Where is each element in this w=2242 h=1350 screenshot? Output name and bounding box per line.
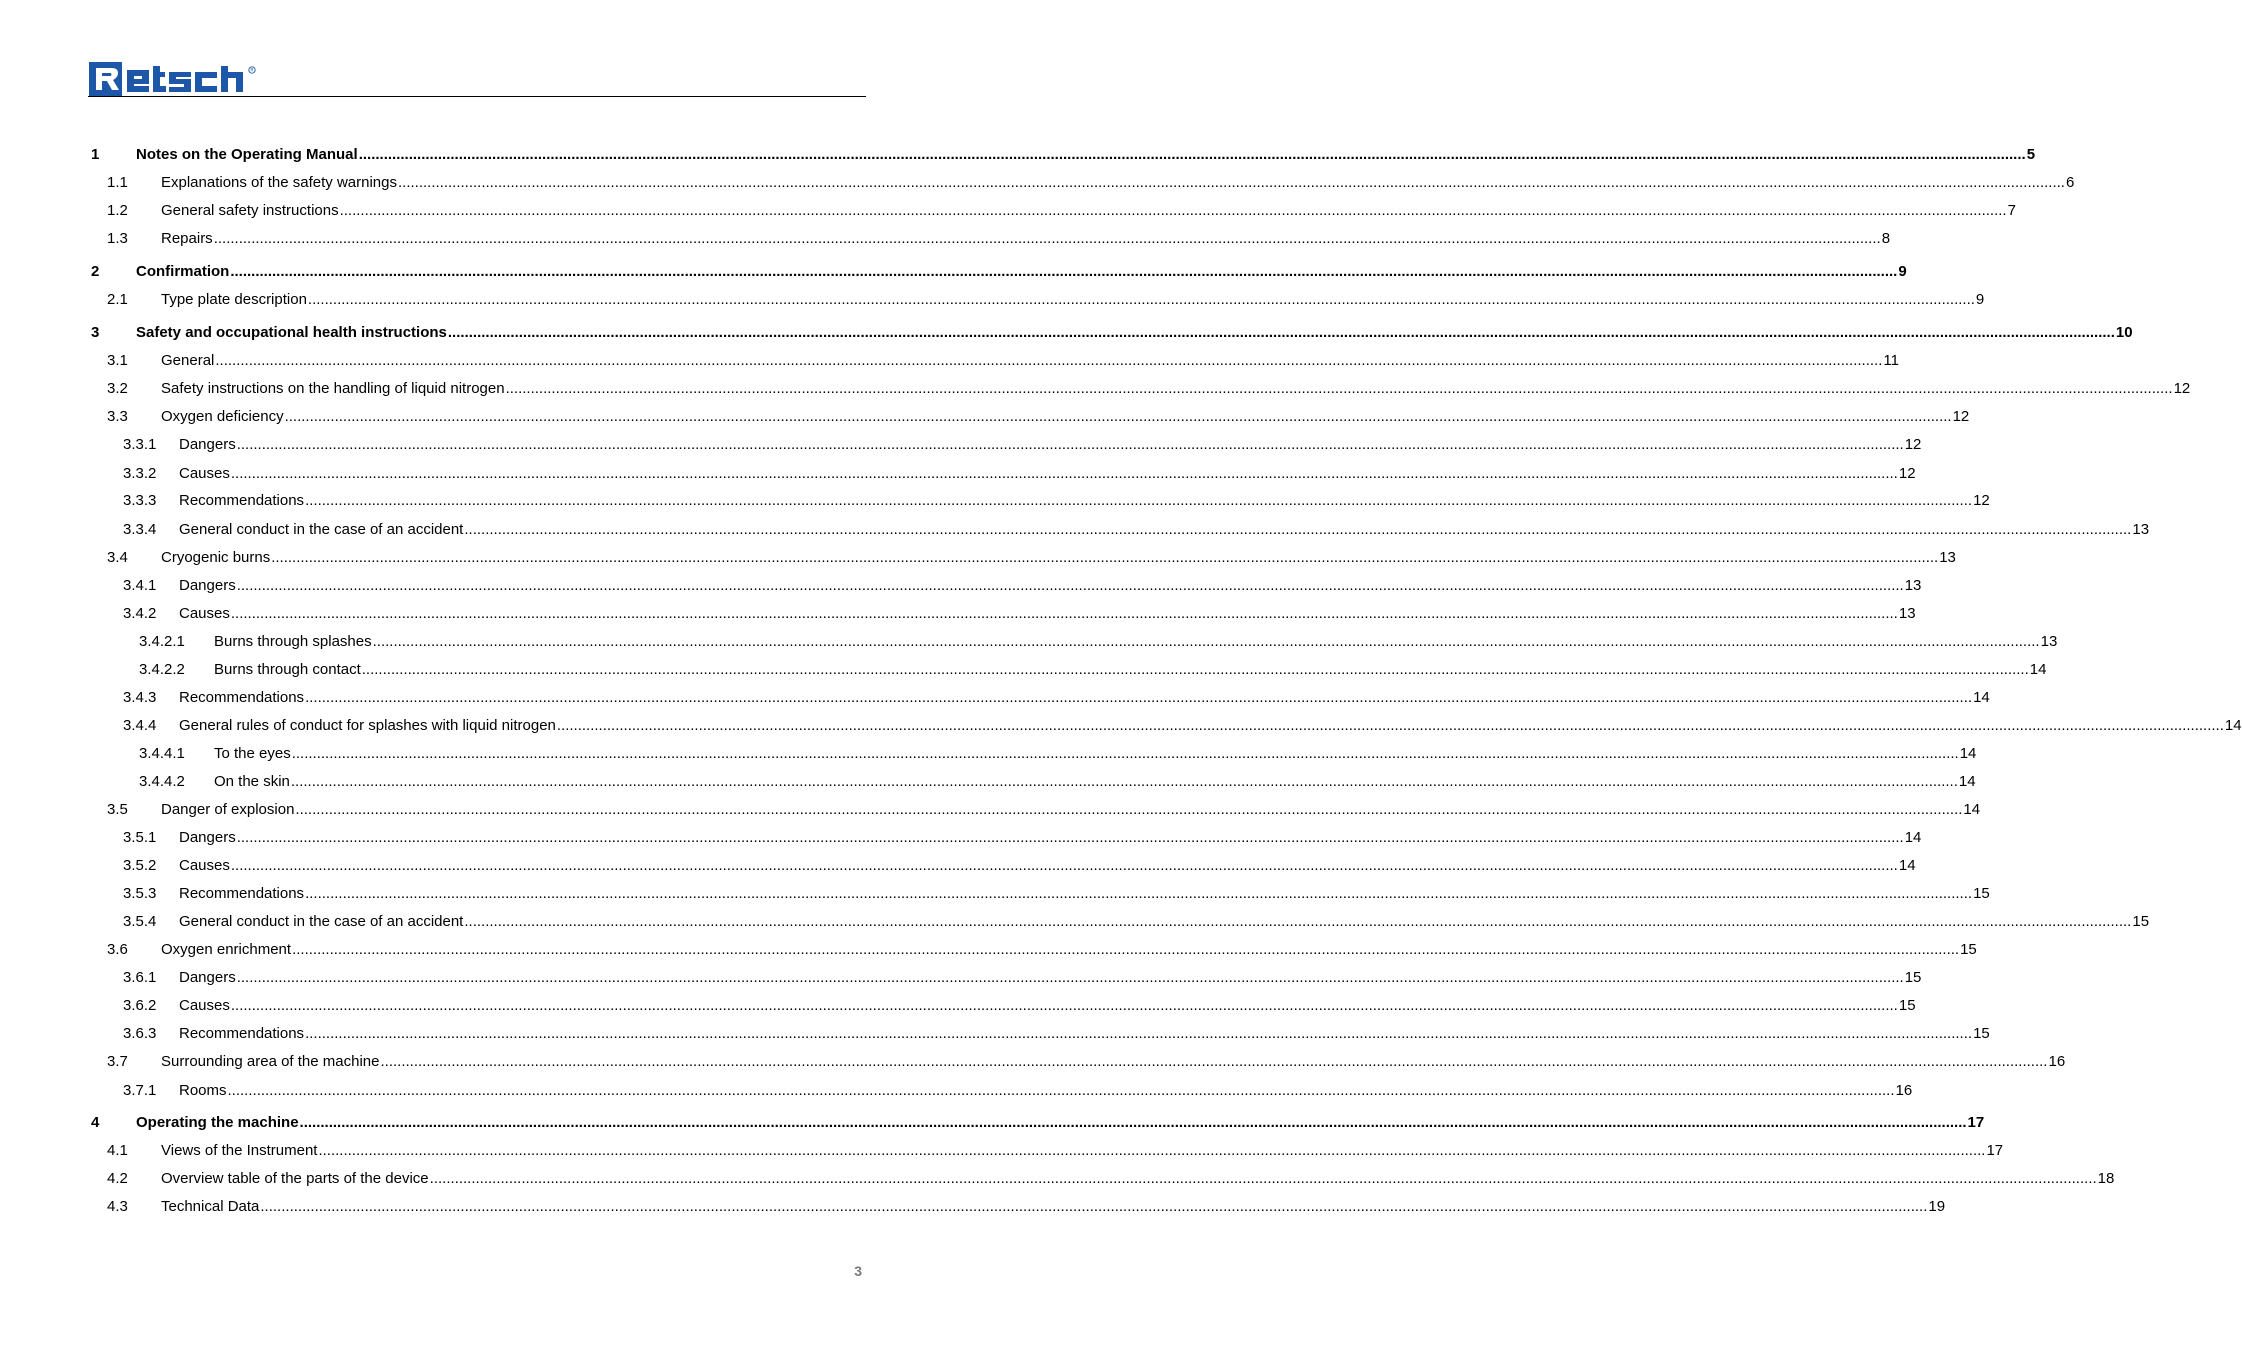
toc-entry-page: 17 — [1986, 1142, 2004, 1159]
toc-entry-title: Operating the machine — [136, 1114, 299, 1131]
toc-entry-line — [161, 1140, 2004, 1162]
toc-entry-number: 3.1 — [107, 352, 128, 369]
toc-entry-title: Causes — [179, 465, 230, 482]
toc-entry-page: 15 — [1904, 969, 1922, 986]
dot-leader: ................................................................................................................................................................................................................................................................................................................................................................................................................ — [397, 174, 2065, 191]
toc-entry-title: General conduct in the case of an accident — [179, 521, 464, 538]
toc-entry-line — [179, 827, 1922, 849]
toc-entry[interactable] — [0, 519, 2150, 541]
toc-entry-line — [179, 967, 1922, 989]
toc-entry-page: 5 — [2026, 146, 2036, 163]
dot-leader: ................................................................................................................................................................................................................................................................................................................................................................................................................ — [260, 1198, 1928, 1215]
toc-entry-title: Causes — [179, 997, 230, 1014]
toc-entry[interactable] — [0, 1080, 1913, 1102]
toc-entry[interactable] — [0, 1051, 2066, 1073]
dot-leader: ................................................................................................................................................................................................................................................................................................................................................................................................................ — [215, 352, 1883, 369]
toc-entry-title: Causes — [179, 857, 230, 874]
toc-entry-title: Recommendations — [179, 689, 305, 706]
toc-entry-line — [179, 687, 1990, 709]
toc-entry-title: Safety and occupational health instructions — [136, 324, 447, 341]
toc-entry-line — [214, 631, 2058, 653]
toc-entry-title: Notes on the Operating Manual — [136, 146, 358, 163]
toc-entry-number: 3 — [91, 324, 100, 341]
toc-entry-line — [179, 603, 1916, 625]
toc-entry-title: Recommendations — [179, 492, 305, 509]
toc-entry-page: 14 — [1959, 745, 1977, 762]
toc-entry-page: 14 — [1963, 801, 1981, 818]
svg-text:R: R — [250, 68, 254, 74]
toc-entry-page: 13 — [1904, 577, 1922, 594]
toc-entry[interactable] — [0, 715, 2242, 737]
toc-entry-title: Causes — [179, 605, 230, 622]
toc-entry-title: General conduct in the case of an accident — [179, 913, 464, 930]
toc-entry-line — [179, 883, 1990, 905]
toc-entry[interactable] — [0, 603, 1916, 625]
toc-entry-title: Dangers — [179, 436, 236, 453]
dot-leader: ................................................................................................................................................................................................................................................................................................................................................................................................................ — [291, 745, 1959, 762]
toc-entry-number: 3.4.1 — [123, 577, 157, 594]
toc-entry-title: Confirmation — [136, 263, 230, 280]
toc-entry-page: 14 — [1898, 857, 1916, 874]
dot-leader: ................................................................................................................................................................................................................................................................................................................................................................................................................ — [429, 1170, 2097, 1187]
toc-entry-page: 14 — [2029, 661, 2047, 678]
toc-entry-page: 15 — [1973, 885, 1990, 902]
toc-entry-title: Rooms — [179, 1082, 227, 1099]
toc-entry-line — [161, 799, 1981, 821]
dot-leader: ................................................................................................................................................................................................................................................................................................................................................................................................................ — [305, 885, 1973, 902]
toc-entry-line — [161, 406, 1970, 428]
toc-entry-number: 3.6.3 — [123, 1025, 157, 1042]
toc-entry-line — [214, 771, 1976, 793]
dot-leader: ................................................................................................................................................................................................................................................................................................................................................................................................................ — [305, 689, 1973, 706]
toc-entry-number: 3.4.2.1 — [139, 633, 185, 650]
toc-entry-page: 7 — [2007, 202, 2016, 219]
toc-entry-number: 3.4.4 — [123, 717, 157, 734]
toc-entry-title: On the skin — [214, 773, 290, 790]
dot-leader: ................................................................................................................................................................................................................................................................................................................................................................................................................ — [358, 146, 2026, 163]
toc-entry-number: 3.3.4 — [123, 521, 157, 538]
toc-entry-page: 9 — [1975, 291, 1985, 308]
toc-entry-page: 15 — [1973, 1025, 1990, 1042]
toc-entry-page: 10 — [2115, 324, 2133, 341]
toc-entry-number: 1.1 — [107, 174, 128, 191]
toc-entry-line — [179, 715, 2242, 737]
toc-entry-number: 4.2 — [107, 1170, 128, 1187]
toc-entry-number: 3.6.2 — [123, 997, 157, 1014]
toc-entry-number: 3.2 — [107, 380, 128, 397]
toc-entry[interactable] — [0, 490, 1990, 512]
toc-entry-number: 3.3.2 — [123, 465, 157, 482]
dot-leader: ................................................................................................................................................................................................................................................................................................................................................................................................................ — [307, 291, 1975, 308]
toc-entry-page: 12 — [1952, 408, 1970, 425]
dot-leader: ................................................................................................................................................................................................................................................................................................................................................................................................................ — [339, 202, 2007, 219]
toc-entry-number: 3.4.4.2 — [139, 773, 185, 790]
toc-entry[interactable] — [0, 463, 1916, 485]
toc-entry-title: Cryogenic burns — [161, 549, 271, 566]
toc-entry-page: 19 — [1928, 1198, 1946, 1215]
toc-entry-title: Burns through splashes — [214, 633, 372, 650]
toc-entry-line — [161, 378, 2191, 400]
toc-entry-title: Dangers — [179, 969, 236, 986]
dot-leader: ................................................................................................................................................................................................................................................................................................................................................................................................................ — [380, 1053, 2048, 1070]
toc-entry-number: 3.5.3 — [123, 885, 157, 902]
dot-leader: ................................................................................................................................................................................................................................................................................................................................................................................................................ — [305, 492, 1973, 509]
toc-entry-line — [179, 911, 2150, 933]
toc-entry-number: 3.5.4 — [123, 913, 157, 930]
toc-entry-title: General — [161, 352, 215, 369]
dot-leader: ................................................................................................................................................................................................................................................................................................................................................................................................................ — [295, 801, 1963, 818]
dot-leader: ................................................................................................................................................................................................................................................................................................................................................................................................................ — [372, 633, 2040, 650]
toc-entry-line — [161, 200, 2016, 222]
toc-entry-line — [179, 855, 1916, 877]
toc-entry[interactable] — [0, 743, 1977, 765]
toc-entry[interactable] — [0, 350, 1899, 372]
toc-entry-page: 8 — [1881, 230, 1891, 247]
toc-entry-number: 1.3 — [107, 230, 128, 247]
dot-leader: ................................................................................................................................................................................................................................................................................................................................................................................................................ — [464, 913, 2132, 930]
toc-entry-number: 3.7 — [107, 1053, 128, 1070]
toc-entry[interactable] — [0, 200, 2016, 222]
toc-entry-title: Repairs — [161, 230, 213, 247]
page-number: 3 — [854, 1263, 862, 1279]
toc-entry-number: 3.6 — [107, 941, 128, 958]
toc-entry-page: 13 — [2040, 633, 2058, 650]
dot-leader: ................................................................................................................................................................................................................................................................................................................................................................................................................ — [236, 829, 1904, 846]
dot-leader: ................................................................................................................................................................................................................................................................................................................................................................................................................ — [236, 436, 1904, 453]
toc-entry-page: 13 — [1898, 605, 1916, 622]
toc-entry-line — [161, 939, 1977, 961]
toc-entry-title: Recommendations — [179, 1025, 305, 1042]
toc-entry[interactable] — [0, 434, 1922, 456]
toc-entry-line — [136, 144, 2036, 166]
toc-entry-line — [179, 519, 2150, 541]
toc-entry[interactable] — [0, 883, 1990, 905]
toc-entry-line — [136, 1112, 1985, 1134]
dot-leader: ................................................................................................................................................................................................................................................................................................................................................................................................................ — [230, 465, 1898, 482]
toc-entry[interactable] — [0, 631, 2058, 653]
toc-entry-page: 9 — [1898, 263, 1907, 280]
toc-entry-title: General rules of conduct for splashes with liquid nitrogen — [179, 717, 556, 734]
dot-leader: ................................................................................................................................................................................................................................................................................................................................................................................................................ — [230, 997, 1898, 1014]
toc-entry-page: 16 — [2048, 1053, 2066, 1070]
dot-leader: ................................................................................................................................................................................................................................................................................................................................................................................................................ — [290, 773, 1958, 790]
toc-entry[interactable] — [0, 547, 1956, 569]
dot-leader: ................................................................................................................................................................................................................................................................................................................................................................................................................ — [284, 408, 1952, 425]
toc-entry-line — [214, 743, 1977, 765]
toc-entry-line — [179, 490, 1990, 512]
dot-leader: ................................................................................................................................................................................................................................................................................................................................................................................................................ — [464, 521, 2132, 538]
toc-entry[interactable] — [0, 1168, 2115, 1190]
toc-entry-title: Dangers — [179, 577, 236, 594]
toc-entry[interactable] — [0, 855, 1916, 877]
toc-entry[interactable] — [0, 575, 1922, 597]
toc-entry-page: 12 — [1973, 492, 1990, 509]
toc-entry-page: 11 — [1883, 352, 1899, 369]
toc-entry-page: 12 — [2173, 380, 2191, 397]
toc-entry-title: Danger of explosion — [161, 801, 295, 818]
toc-entry-line — [136, 261, 1907, 283]
dot-leader: ................................................................................................................................................................................................................................................................................................................................................................................................................ — [299, 1114, 1967, 1131]
toc-entry-title: To the eyes — [214, 745, 291, 762]
toc-entry-title: Burns through contact — [214, 661, 361, 678]
toc-entry-page: 14 — [1904, 829, 1922, 846]
toc-entry[interactable] — [0, 911, 2150, 933]
toc-entry-number: 4 — [91, 1114, 100, 1131]
toc-entry-page: 15 — [2132, 913, 2150, 930]
toc-entry-page: 15 — [1898, 997, 1916, 1014]
toc-entry[interactable] — [0, 659, 2047, 681]
toc-entry[interactable] — [0, 322, 2133, 344]
toc-entry-page: 17 — [1967, 1114, 1985, 1131]
toc-entry-line — [161, 289, 1985, 311]
toc-entry-title: Overview table of the parts of the device — [161, 1170, 429, 1187]
toc-entry-number: 4.1 — [107, 1142, 128, 1159]
toc-entry-line — [161, 547, 1956, 569]
toc-entry-line — [161, 1196, 1946, 1218]
toc-entry-number: 3.4.4.1 — [139, 745, 185, 762]
toc-entry-line — [161, 228, 1891, 250]
toc-entry-line — [161, 1168, 2115, 1190]
toc-entry-page: 12 — [1898, 465, 1916, 482]
toc-entry-line — [179, 1080, 1913, 1102]
toc-entry-number: 3.3.3 — [123, 492, 157, 509]
toc-entry-line — [179, 463, 1916, 485]
toc-entry[interactable] — [0, 228, 1891, 250]
toc-entry-page: 6 — [2065, 174, 2075, 191]
toc-entry-line — [179, 434, 1922, 456]
dot-leader: ................................................................................................................................................................................................................................................................................................................................................................................................................ — [318, 1142, 1986, 1159]
toc-entry-page: 18 — [2097, 1170, 2115, 1187]
toc-entry-line — [179, 575, 1922, 597]
toc-entry-line — [214, 659, 2047, 681]
toc-entry-number: 1 — [91, 146, 100, 163]
toc-entry-line — [179, 1023, 1990, 1045]
toc-entry[interactable] — [0, 406, 1970, 428]
dot-leader: ................................................................................................................................................................................................................................................................................................................................................................................................................ — [505, 380, 2173, 397]
toc-entry-number: 3.3 — [107, 408, 128, 425]
dot-leader: ................................................................................................................................................................................................................................................................................................................................................................................................................ — [305, 1025, 1973, 1042]
dot-leader: ................................................................................................................................................................................................................................................................................................................................................................................................................ — [447, 324, 2115, 341]
dot-leader: ................................................................................................................................................................................................................................................................................................................................................................................................................ — [292, 941, 1960, 958]
toc-entry-page: 13 — [2132, 521, 2150, 538]
dot-leader: ................................................................................................................................................................................................................................................................................................................................................................................................................ — [556, 717, 2224, 734]
toc-entry-number: 1.2 — [107, 202, 128, 219]
dot-leader: ................................................................................................................................................................................................................................................................................................................................................................................................................ — [236, 577, 1904, 594]
toc-entry[interactable] — [0, 378, 2191, 400]
toc-entry-title: Dangers — [179, 829, 236, 846]
toc-entry-line — [136, 322, 2133, 344]
toc-entry-page: 15 — [1960, 941, 1977, 958]
toc-entry[interactable] — [0, 1112, 1985, 1134]
toc-entry-line — [179, 995, 1916, 1017]
toc-entry-page: 13 — [1939, 549, 1956, 566]
toc-entry-line — [161, 350, 1899, 372]
toc-entry-page: 14 — [2224, 717, 2242, 734]
dot-leader: ................................................................................................................................................................................................................................................................................................................................................................................................................ — [230, 263, 1898, 280]
dot-leader: ................................................................................................................................................................................................................................................................................................................................................................................................................ — [230, 605, 1898, 622]
toc-entry-line — [161, 172, 2075, 194]
toc-entry-title: Technical Data — [161, 1198, 260, 1215]
toc-entry-number: 3.4.2.2 — [139, 661, 185, 678]
toc-entry[interactable] — [0, 1140, 2004, 1162]
toc-entry-title: Explanations of the safety warnings — [161, 174, 397, 191]
toc-entry-number: 3.5.1 — [123, 829, 157, 846]
toc-entry[interactable] — [0, 687, 1990, 709]
dot-leader: ................................................................................................................................................................................................................................................................................................................................................................................................................ — [271, 549, 1939, 566]
toc-entry-number: 3.4.3 — [123, 689, 157, 706]
toc-entry-number: 3.3.1 — [123, 436, 157, 453]
toc-entry-number: 4.3 — [107, 1198, 128, 1215]
toc-entry-page: 14 — [1958, 773, 1976, 790]
dot-leader: ................................................................................................................................................................................................................................................................................................................................................................................................................ — [236, 969, 1904, 986]
toc-entry[interactable] — [0, 995, 1916, 1017]
toc-entry[interactable] — [0, 827, 1922, 849]
toc-entry-number: 3.6.1 — [123, 969, 157, 986]
toc-entry-title: Oxygen enrichment — [161, 941, 292, 958]
toc-entry-number: 3.4.2 — [123, 605, 157, 622]
toc-entry[interactable] — [0, 172, 2075, 194]
toc-entry-title: Oxygen deficiency — [161, 408, 284, 425]
dot-leader: ................................................................................................................................................................................................................................................................................................................................................................................................................ — [227, 1082, 1895, 1099]
toc-entry[interactable] — [0, 799, 1981, 821]
toc-entry-title: Safety instructions on the handling of liquid nitrogen — [161, 380, 505, 397]
toc-entry[interactable] — [0, 939, 1977, 961]
toc-entry-number: 3.5.2 — [123, 857, 157, 874]
toc-entry-title: Surrounding area of the machine — [161, 1053, 380, 1070]
toc-entry[interactable] — [0, 1196, 1946, 1218]
dot-leader: ................................................................................................................................................................................................................................................................................................................................................................................................................ — [361, 661, 2029, 678]
toc-entry-number: 2 — [91, 263, 100, 280]
toc-entry-page: 16 — [1895, 1082, 1913, 1099]
toc-entry[interactable] — [0, 1023, 1990, 1045]
dot-leader: ................................................................................................................................................................................................................................................................................................................................................................................................................ — [230, 857, 1898, 874]
toc-entry-number: 3.4 — [107, 549, 128, 566]
toc-entry-page: 12 — [1904, 436, 1922, 453]
toc-entry-page: 14 — [1973, 689, 1990, 706]
toc-entry-title: Type plate description — [161, 291, 307, 308]
toc-entry-title: Views of the Instrument — [161, 1142, 318, 1159]
toc-entry-number: 3.5 — [107, 801, 128, 818]
toc-entry-title: General safety instructions — [161, 202, 339, 219]
dot-leader: ................................................................................................................................................................................................................................................................................................................................................................................................................ — [213, 230, 1881, 247]
toc-entry-number: 2.1 — [107, 291, 128, 308]
toc-entry[interactable] — [0, 261, 1907, 283]
toc-entry[interactable] — [0, 289, 1985, 311]
toc-entry-title: Recommendations — [179, 885, 305, 902]
toc-entry-number: 3.7.1 — [123, 1082, 157, 1099]
toc-entry-line — [161, 1051, 2066, 1073]
toc-entry[interactable] — [0, 771, 1976, 793]
toc-entry[interactable] — [0, 144, 2036, 166]
toc-entry[interactable] — [0, 967, 1922, 989]
